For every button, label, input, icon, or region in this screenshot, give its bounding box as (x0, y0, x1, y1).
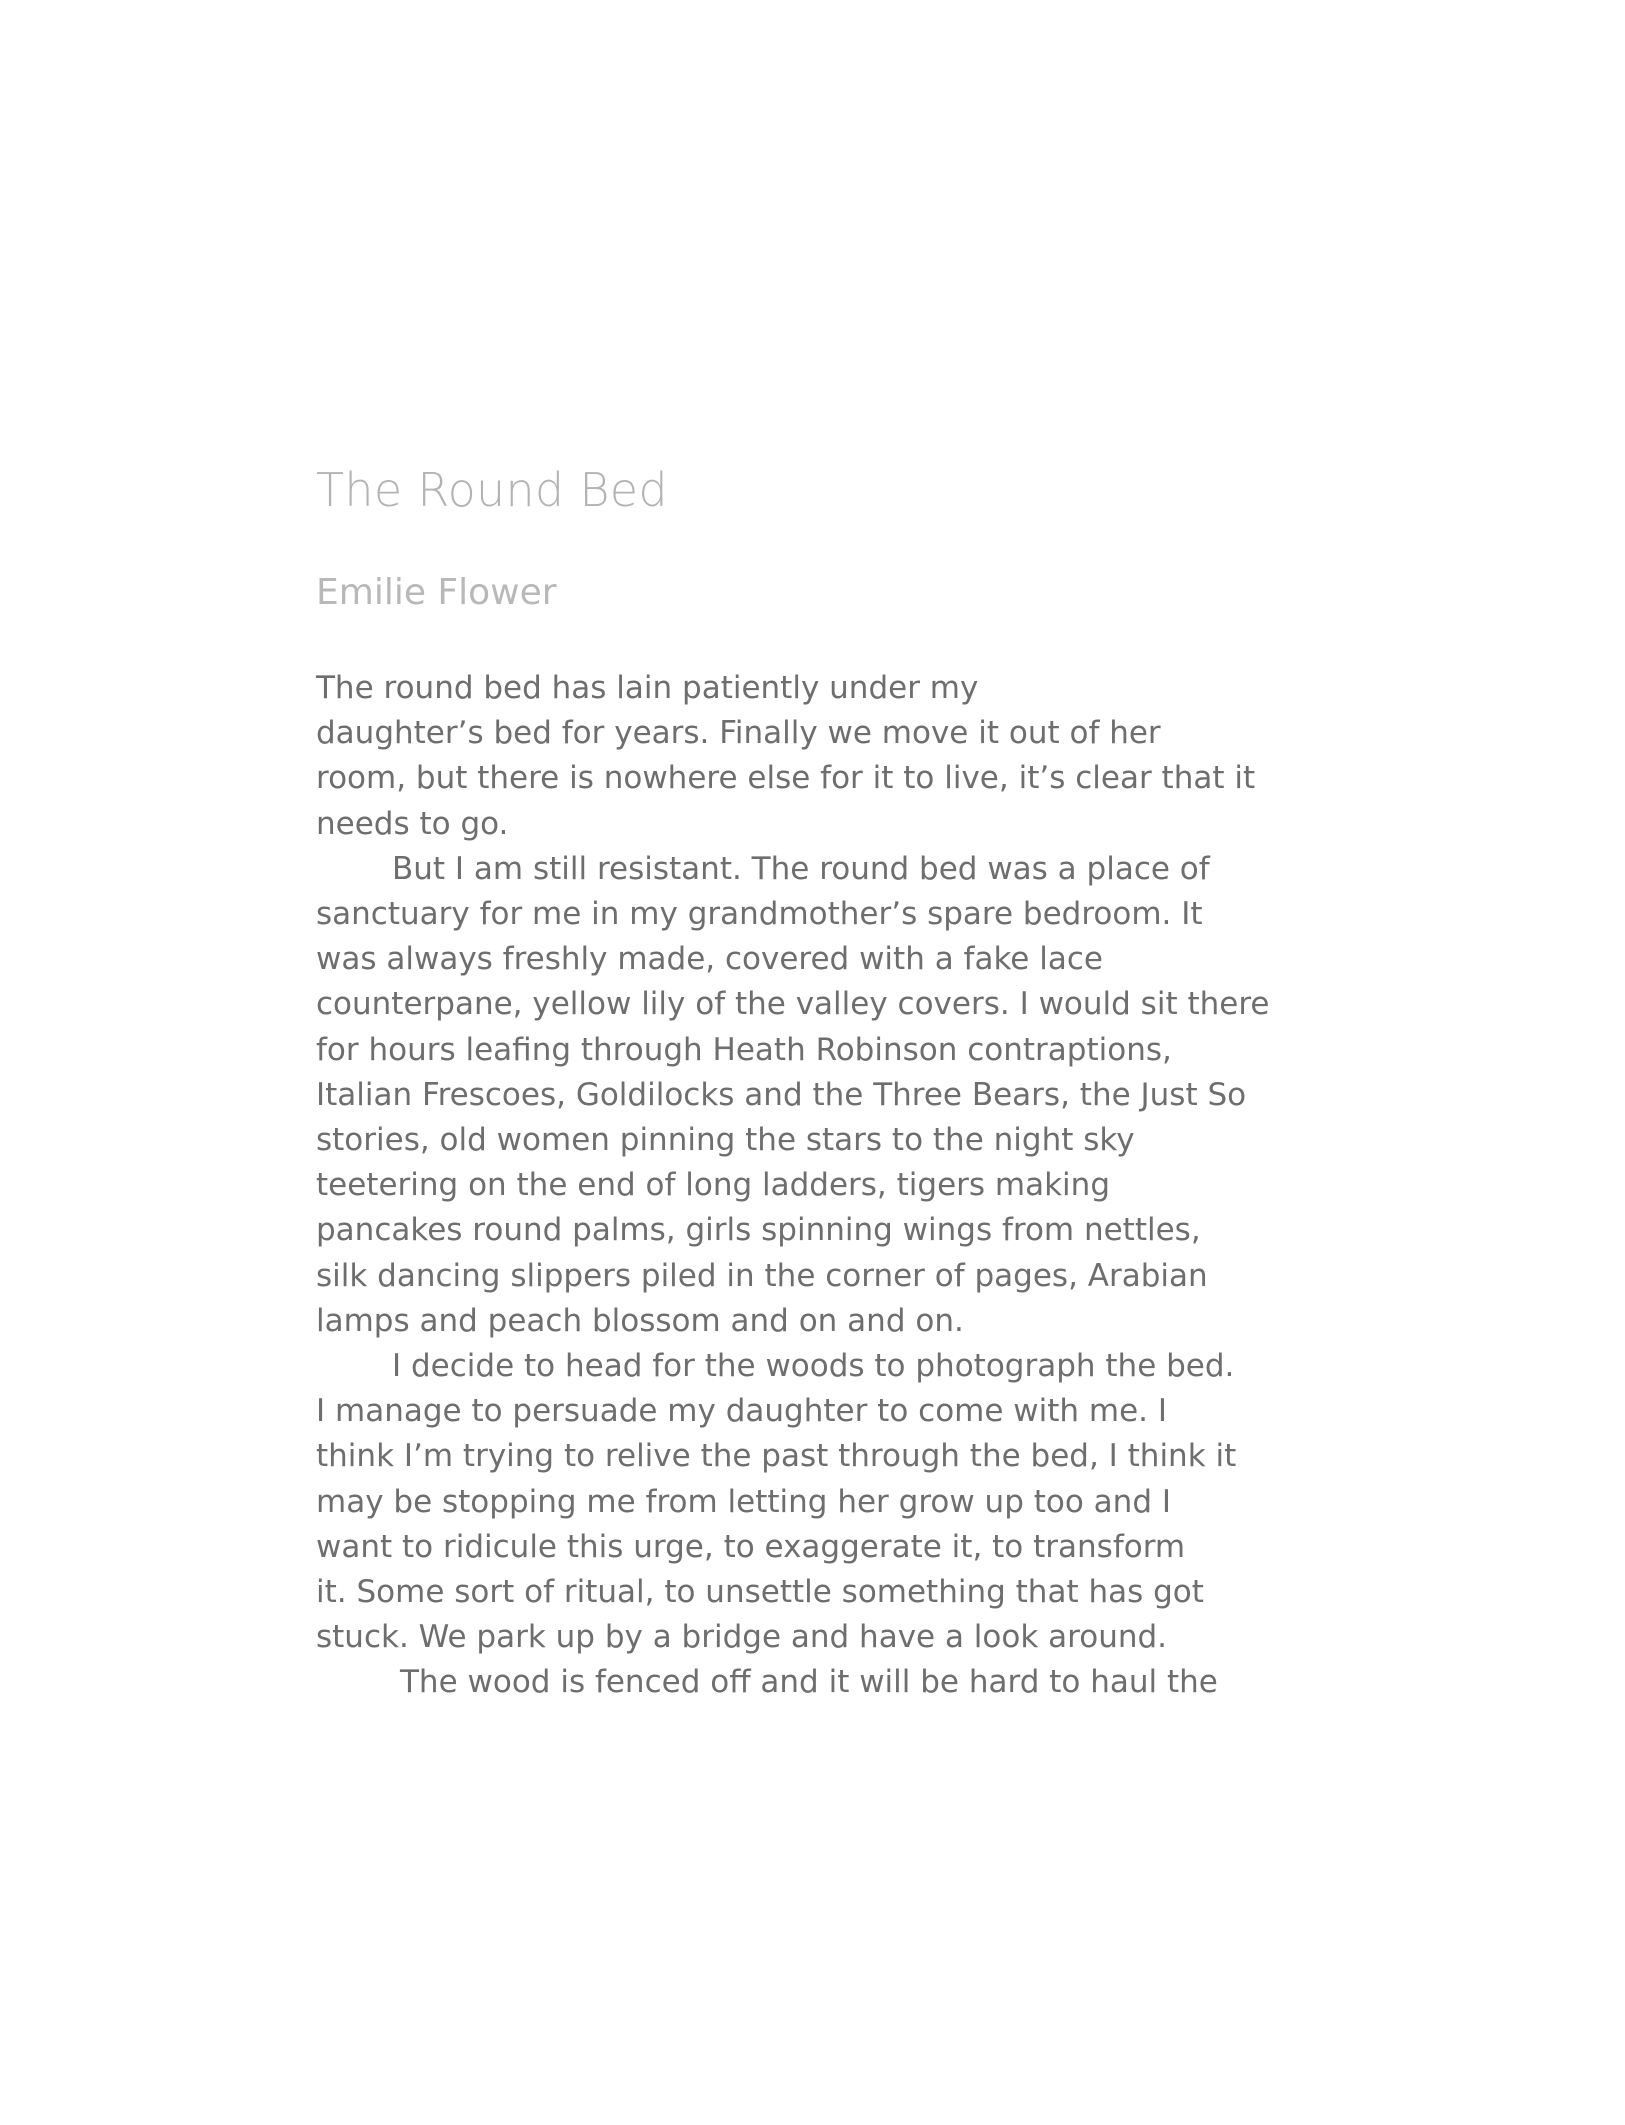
text-line: I decide to head for the woods to photograph the bed. (392, 1348, 1235, 1385)
text-line: stories, old women pinning the stars to the night sky (316, 1122, 1135, 1159)
text-line: think I’m trying to relive the past through the bed, I think it (316, 1438, 1237, 1475)
text-line: counterpane, yellow lily of the valley covers. I would sit there (316, 986, 1270, 1023)
text-line: lamps and peach blossom and on and on. (316, 1302, 964, 1339)
text-line: may be stopping me from letting her grow up too and I (316, 1483, 1171, 1520)
text-line: for hours leafing through Heath Robinson contraptions, (316, 1031, 1172, 1068)
text-line: want to ridicule this urge, to exaggerate it, to transform (316, 1528, 1186, 1565)
document-title: The Round Bed (316, 463, 668, 517)
text-line: But I am still resistant. The round bed was a place of (392, 850, 1210, 887)
text-line: room, but there is nowhere else for it to live, it’s clear that it (316, 760, 1256, 797)
text-line: was always freshly made, covered with a fake lace (316, 941, 1103, 978)
text-line: stuck. We park up by a bridge and have a look around. (316, 1619, 1168, 1656)
text-line: The wood is fenced off and it will be hard to haul the (400, 1664, 1218, 1701)
author-name: Emilie Flower (316, 572, 557, 613)
text-line: The round bed has lain patiently under my (316, 670, 979, 706)
text-line: daughter’s bed for years. Finally we move it out of her (316, 715, 1161, 752)
text-line: I manage to persuade my daughter to come with me. I (316, 1393, 1168, 1430)
document-page (316, 462, 1336, 1706)
text-line: Italian Frescoes, Goldilocks and the Three Bears, the Just So (316, 1076, 1247, 1113)
text-line: sanctuary for me in my grandmother’s spare bedroom. It (316, 896, 1203, 933)
text-line: silk dancing slippers piled in the corner of pages, Arabian (316, 1257, 1208, 1294)
text-line: pancakes round palms, girls spinning wings from nettles, (316, 1212, 1201, 1249)
body-text (316, 666, 1336, 1706)
text-line: it. Some sort of ritual, to unsettle something that has got (316, 1574, 1204, 1611)
text-line: needs to go. (316, 805, 509, 842)
text-line: teetering on the end of long ladders, tigers making (316, 1167, 1110, 1204)
